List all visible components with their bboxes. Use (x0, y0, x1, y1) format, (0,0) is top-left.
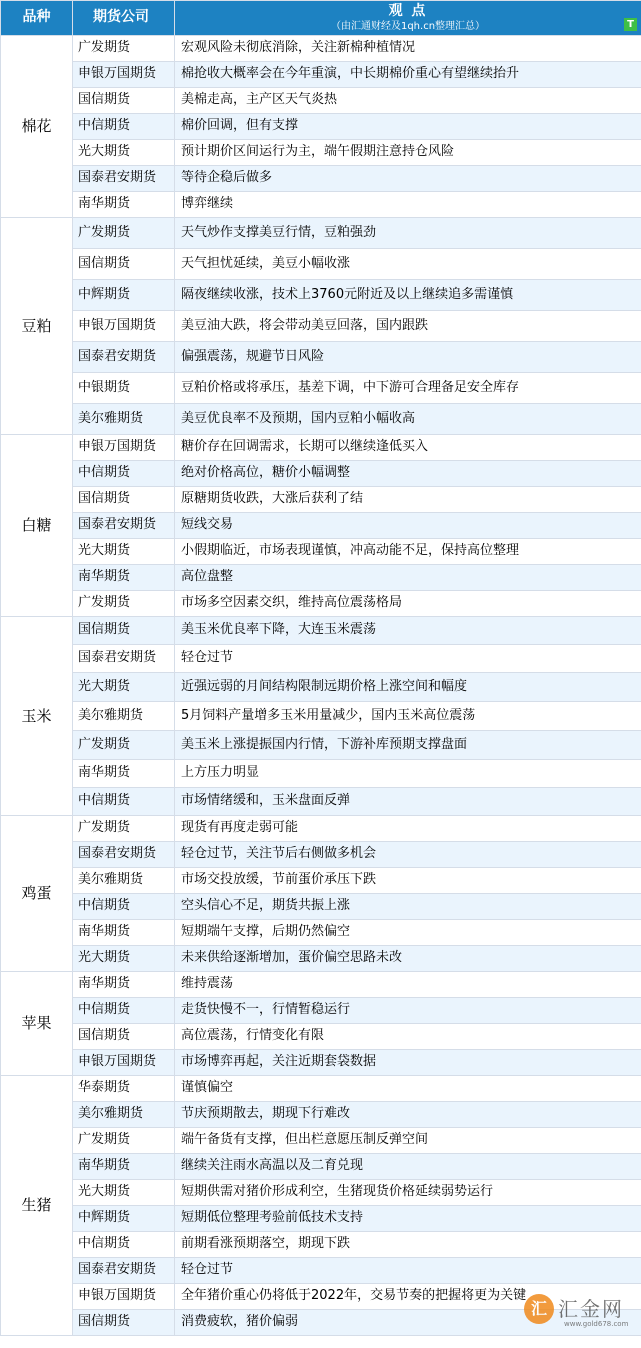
header-view-subtitle: （由汇通财经及1qh.cn整理汇总） (330, 20, 486, 32)
view-cell: 预计期价区间运行为主，端午假期注意持仓风险 (175, 140, 641, 166)
view-cell: 消费疲软，猪价偏弱 (175, 1310, 641, 1336)
view-cell: 绝对价格高位，糖价小幅调整 (175, 461, 641, 487)
category-cell: 苹果 (1, 972, 73, 1076)
table-row (1, 539, 641, 565)
view-cell: 上方压力明显 (175, 760, 641, 788)
company-cell: 南华期货 (73, 565, 175, 591)
view-cell: 棉抢收大概率会在今年重演，中长期棉价重心有望继续抬升 (175, 62, 641, 88)
company-cell: 南华期货 (73, 1154, 175, 1180)
table-row (1, 1310, 641, 1336)
table-row (1, 114, 641, 140)
company-cell: 申银万国期货 (73, 311, 175, 342)
company-cell: 中辉期货 (73, 280, 175, 311)
view-cell: 空头信心不足，期货共振上涨 (175, 894, 641, 920)
company-cell: 国泰君安期货 (73, 842, 175, 868)
company-cell: 南华期货 (73, 192, 175, 218)
view-cell: 糖价存在回调需求，长期可以继续逢低买入 (175, 435, 641, 461)
company-cell: 中信期货 (73, 998, 175, 1024)
view-cell: 未来供给逐渐增加，蛋价偏空思路未改 (175, 946, 641, 972)
view-cell: 美豆优良率不及预期，国内豆粕小幅收高 (175, 404, 641, 435)
company-cell: 中信期货 (73, 788, 175, 816)
table-row (1, 946, 641, 972)
category-cell: 玉米 (1, 617, 73, 816)
table-row (1, 487, 641, 513)
watermark-name: 汇金网 (558, 1297, 624, 1321)
header-company: 期货公司 (73, 1, 175, 36)
table-row (1, 972, 641, 998)
company-cell: 中信期货 (73, 894, 175, 920)
table-row (1, 1102, 641, 1128)
table-row (1, 373, 641, 404)
table-row (1, 1206, 641, 1232)
view-cell: 偏强震荡，规避节日风险 (175, 342, 641, 373)
company-cell: 国泰君安期货 (73, 342, 175, 373)
view-cell: 美玉米上涨提振国内行情，下游补库预期支撑盘面 (175, 731, 641, 760)
table-row (1, 342, 641, 373)
view-cell: 近强远弱的月间结构限制远期价格上涨空间和幅度 (175, 673, 641, 702)
table-row (1, 36, 641, 62)
view-cell: 短线交易 (175, 513, 641, 539)
table-row (1, 88, 641, 114)
company-cell: 国信期货 (73, 249, 175, 280)
view-cell: 等待企稳后做多 (175, 166, 641, 192)
company-cell: 国信期货 (73, 1310, 175, 1336)
table-row (1, 140, 641, 166)
company-cell: 南华期货 (73, 920, 175, 946)
table-row (1, 218, 641, 249)
view-cell: 市场多空因素交织，维持高位震荡格局 (175, 591, 641, 617)
table-row (1, 280, 641, 311)
table-row (1, 591, 641, 617)
company-cell: 南华期货 (73, 760, 175, 788)
table-row (1, 894, 641, 920)
t-badge-icon[interactable]: T (624, 18, 637, 31)
view-cell: 小假期临近，市场表现谨慎，冲高动能不足，保持高位整理 (175, 539, 641, 565)
view-cell: 轻仓过节，关注节后右侧做多机会 (175, 842, 641, 868)
table-row (1, 311, 641, 342)
company-cell: 国信期货 (73, 617, 175, 645)
table-row (1, 62, 641, 88)
company-cell: 国泰君安期货 (73, 513, 175, 539)
company-cell: 中辉期货 (73, 1206, 175, 1232)
company-cell: 光大期货 (73, 539, 175, 565)
table-row (1, 816, 641, 842)
table-row (1, 731, 641, 760)
watermark-url: www.gold678.com (564, 1320, 629, 1328)
table-row (1, 1180, 641, 1206)
company-cell: 国泰君安期货 (73, 166, 175, 192)
view-cell: 轻仓过节 (175, 645, 641, 673)
view-cell: 短期低位整理考验前低技术支持 (175, 1206, 641, 1232)
table-row (1, 513, 641, 539)
table-row (1, 617, 641, 645)
company-cell: 申银万国期货 (73, 1284, 175, 1310)
company-cell: 华泰期货 (73, 1076, 175, 1102)
company-cell: 中信期货 (73, 114, 175, 140)
table-row (1, 404, 641, 435)
table-row (1, 461, 641, 487)
category-cell: 白糖 (1, 435, 73, 617)
view-cell: 现货有再度走弱可能 (175, 816, 641, 842)
view-cell: 轻仓过节 (175, 1258, 641, 1284)
company-cell: 申银万国期货 (73, 62, 175, 88)
table-row (1, 702, 641, 731)
header-category: 品种 (1, 1, 73, 36)
view-cell: 高位震荡，行情变化有限 (175, 1024, 641, 1050)
view-cell: 高位盘整 (175, 565, 641, 591)
view-cell: 美棉走高，主产区天气炎热 (175, 88, 641, 114)
table-row (1, 249, 641, 280)
company-cell: 中信期货 (73, 461, 175, 487)
table-row (1, 788, 641, 816)
view-cell: 棉价回调，但有支撑 (175, 114, 641, 140)
company-cell: 申银万国期货 (73, 1050, 175, 1076)
view-cell: 5月饲料产量增多玉米用量减少，国内玉米高位震荡 (175, 702, 641, 731)
company-cell: 光大期货 (73, 946, 175, 972)
company-cell: 中银期货 (73, 373, 175, 404)
table-row (1, 1154, 641, 1180)
category-cell: 鸡蛋 (1, 816, 73, 972)
view-cell: 短期端午支撑，后期仍然偏空 (175, 920, 641, 946)
header-view-title: 观 点 (388, 3, 428, 20)
table-row (1, 868, 641, 894)
company-cell: 国泰君安期货 (73, 1258, 175, 1284)
view-cell: 继续关注雨水高温以及二育兑现 (175, 1154, 641, 1180)
table-row (1, 1076, 641, 1102)
table-row (1, 1258, 641, 1284)
view-cell: 端午备货有支撑，但出栏意愿压制反弹空间 (175, 1128, 641, 1154)
company-cell: 广发期货 (73, 1128, 175, 1154)
company-cell: 国信期货 (73, 88, 175, 114)
view-cell: 美豆油大跌，将会带动美豆回落，国内跟跌 (175, 311, 641, 342)
table-row (1, 998, 641, 1024)
view-cell: 市场博弈再起，关注近期套袋数据 (175, 1050, 641, 1076)
view-cell: 原糖期货收跌，大涨后获利了结 (175, 487, 641, 513)
view-cell: 天气炒作支撑美豆行情，豆粕强劲 (175, 218, 641, 249)
table-header-row (1, 1, 641, 36)
view-cell: 全年猪价重心仍将低于2022年，交易节奏的把握将更为关键 (175, 1284, 641, 1310)
table-row (1, 435, 641, 461)
company-cell: 国信期货 (73, 1024, 175, 1050)
table-row (1, 192, 641, 218)
company-cell: 南华期货 (73, 972, 175, 998)
view-cell: 隔夜继续收涨，技术上3760元附近及以上继续追多需谨慎 (175, 280, 641, 311)
table-row (1, 673, 641, 702)
table-row (1, 565, 641, 591)
view-cell: 豆粕价格或将承压，基差下调，中下游可合理备足安全库存 (175, 373, 641, 404)
table-row (1, 842, 641, 868)
company-cell: 美尔雅期货 (73, 702, 175, 731)
view-cell: 市场交投放缓，节前蛋价承压下跌 (175, 868, 641, 894)
category-cell: 豆粕 (1, 218, 73, 435)
company-cell: 光大期货 (73, 140, 175, 166)
view-cell: 博弈继续 (175, 192, 641, 218)
table-body (1, 36, 641, 1336)
company-cell: 美尔雅期货 (73, 1102, 175, 1128)
table-row (1, 1128, 641, 1154)
company-cell: 广发期货 (73, 36, 175, 62)
category-cell: 棉花 (1, 36, 73, 218)
view-cell: 美玉米优良率下降，大连玉米震荡 (175, 617, 641, 645)
company-cell: 光大期货 (73, 673, 175, 702)
table-row (1, 1232, 641, 1258)
company-cell: 申银万国期货 (73, 435, 175, 461)
company-cell: 国泰君安期货 (73, 645, 175, 673)
company-cell: 广发期货 (73, 816, 175, 842)
table-row (1, 760, 641, 788)
view-cell: 走货快慢不一，行情暂稳运行 (175, 998, 641, 1024)
company-cell: 广发期货 (73, 731, 175, 760)
view-cell: 天气担忧延续，美豆小幅收涨 (175, 249, 641, 280)
table-row (1, 1284, 641, 1310)
view-cell: 宏观风险未彻底消除，关注新棉种植情况 (175, 36, 641, 62)
view-cell: 前期看涨预期落空，期现下跌 (175, 1232, 641, 1258)
company-cell: 美尔雅期货 (73, 404, 175, 435)
company-cell: 光大期货 (73, 1180, 175, 1206)
company-cell: 中信期货 (73, 1232, 175, 1258)
company-cell: 国信期货 (73, 487, 175, 513)
table-row (1, 1024, 641, 1050)
table-row (1, 645, 641, 673)
company-cell: 广发期货 (73, 218, 175, 249)
table-row (1, 1050, 641, 1076)
table-row (1, 920, 641, 946)
view-cell: 节庆预期散去，期现下行难改 (175, 1102, 641, 1128)
table-row (1, 166, 641, 192)
watermark-logo-icon: 汇 (524, 1294, 554, 1324)
category-cell: 生猪 (1, 1076, 73, 1336)
view-cell: 维持震荡 (175, 972, 641, 998)
company-cell: 广发期货 (73, 591, 175, 617)
company-cell: 美尔雅期货 (73, 868, 175, 894)
view-cell: 谨慎偏空 (175, 1076, 641, 1102)
header-view (175, 1, 641, 36)
view-cell: 短期供需对猪价形成利空，生猪现货价格延续弱势运行 (175, 1180, 641, 1206)
view-cell: 市场情绪缓和，玉米盘面反弹 (175, 788, 641, 816)
